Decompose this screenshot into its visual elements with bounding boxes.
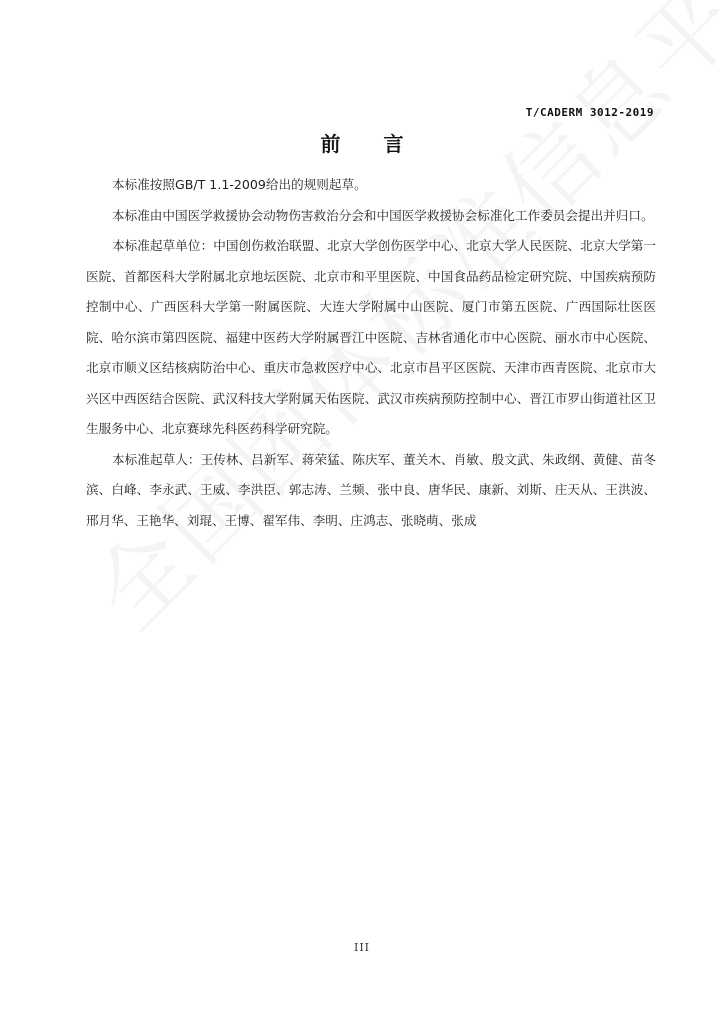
page-number: III <box>353 941 371 954</box>
paragraph-drafting-rules: 本标准按照GB/T 1.1-2009给出的规则起草。 <box>112 177 367 192</box>
foreword-body <box>86 170 656 536</box>
page-title: 前 言 <box>320 132 422 156</box>
standard-code: T/CADERM 3012-2019 <box>525 106 654 119</box>
paragraph-drafting-units: 本标准起草单位：中国创伤救治联盟、北京大学创伤医学中心、北京大学人民医院、北京大学第一医院、首都医科大学附属北京地坛医院、北京市和平里医院、中国食品药品检定研究院、中国疾病预防控制中心、广西医科大学第一附属医院、大连大学附属中山医院、厦门市第五医院、广西国际壮医医院、哈尔滨市第四医院、福建中医药大学附属晋江中医院、吉林省通化市中心医院、丽水市中心医院、北京市顺义区结核病防治中心、重庆市急救医疗中心、北京市昌平区医院、天津市西青医院、北京市大兴区中西医结合医院、武汉科技大学附属天佑医院、武汉市疾病预防控制中心、晋江市罗山街道社区卫生服务中心、北京赛球先科医药科学研究院。 <box>86 238 656 436</box>
paragraph-drafters: 本标准起草人：王传林、吕新军、蒋荣猛、陈庆军、董关木、肖敏、殷文武、朱政纲、黄健、苗冬滨、白峰、李永武、王威、李洪臣、郭志涛、兰频、张中良、唐华民、康新、刘斯、庄天从、王洪波、邢月华、王艳华、刘琨、王博、翟军伟、李明、庄鸿志、张晓萌、张成 <box>86 451 656 528</box>
paragraph-proposer: 本标准由中国医学救援协会动物伤害救治分会和中国医学救援协会标准化工作委员会提出并归口。 <box>112 207 654 223</box>
